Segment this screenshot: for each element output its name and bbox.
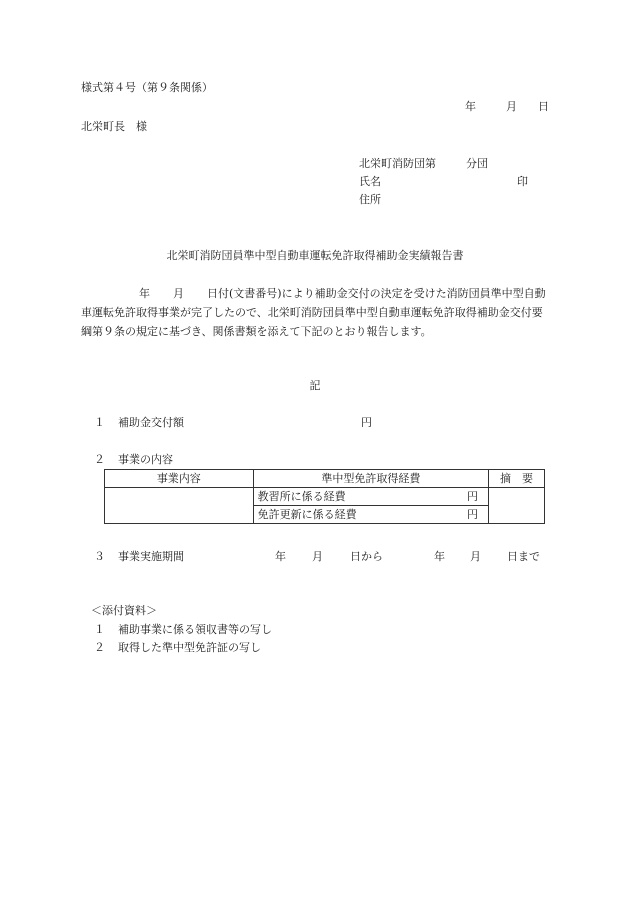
seal-mark: 印 [517,175,528,188]
applicant-address-label: 住所 [359,193,381,206]
applicant-branch: 分団 [466,157,488,170]
intro-paragraph [81,284,549,341]
item2-number: ２ [94,453,105,466]
date-year: 年 [465,100,476,113]
period-start-month: 月 [312,550,323,563]
applicant-group: 北栄町消防団第 [359,157,436,170]
intro-year: 年 [139,287,150,300]
form-number: 様式第４号（第９条関係） [81,81,213,94]
cost-cell [253,488,488,506]
ki-heading: 記 [309,379,321,392]
date-month: 月 [506,100,517,113]
attachment-item: 補助事業に係る領収書等の写し [118,623,272,636]
item1-number: １ [94,416,105,429]
attachment-item: 取得した準中型免許証の写し [118,641,261,654]
cost-cell [253,506,488,524]
attachments-header: ＜添付資料＞ [91,604,157,617]
item3-label: 事業実施期間 [118,550,184,563]
period-end-month: 月 [470,550,481,563]
table-row [105,488,545,506]
period-start-year: 年 [275,550,286,563]
header-work-content: 事業内容 [105,470,254,488]
cost-unit: 円 [467,507,479,521]
item2-label: 事業の内容 [118,453,173,466]
period-start-day: 日から [350,550,383,563]
cost-unit: 円 [467,489,479,503]
period-end-day: 日まで [507,550,540,563]
date-day: 日 [538,100,549,113]
period-end-year: 年 [434,550,445,563]
work-content-cell [105,488,254,524]
cost-label-license-renewal: 免許更新に係る経費 [257,507,357,521]
header-license-cost: 準中型免許取得経費 [253,470,488,488]
addressee: 北栄町長 様 [81,120,147,133]
item1-label: 補助金交付額 [118,416,184,429]
intro-text: 日付(文書番号)により補助金交付の決定を受けた消防団員準中型自動車運転免許取得事業が完了したので、北栄町消防団員準中型自動車運転免許取得補助金交付要綱第９条の規定に基づき、関係書類を添えて下記のとおり報告します。 [81,287,546,338]
item3-number: ３ [94,550,105,563]
cost-label-driving-school: 教習所に係る経費 [257,489,346,503]
header-remarks: 摘 要 [489,470,545,488]
attachment-number: １ [94,623,105,636]
intro-month: 月 [173,287,184,300]
item1-unit: 円 [361,416,372,429]
attachment-number: ２ [94,641,105,654]
work-content-table [104,469,545,524]
table-header-row [105,470,545,488]
document-title: 北栄町消防団員準中型自動車運転免許取得補助金実績報告書 [166,249,464,262]
remarks-cell [489,488,545,524]
applicant-name-label: 氏名 [359,175,381,188]
